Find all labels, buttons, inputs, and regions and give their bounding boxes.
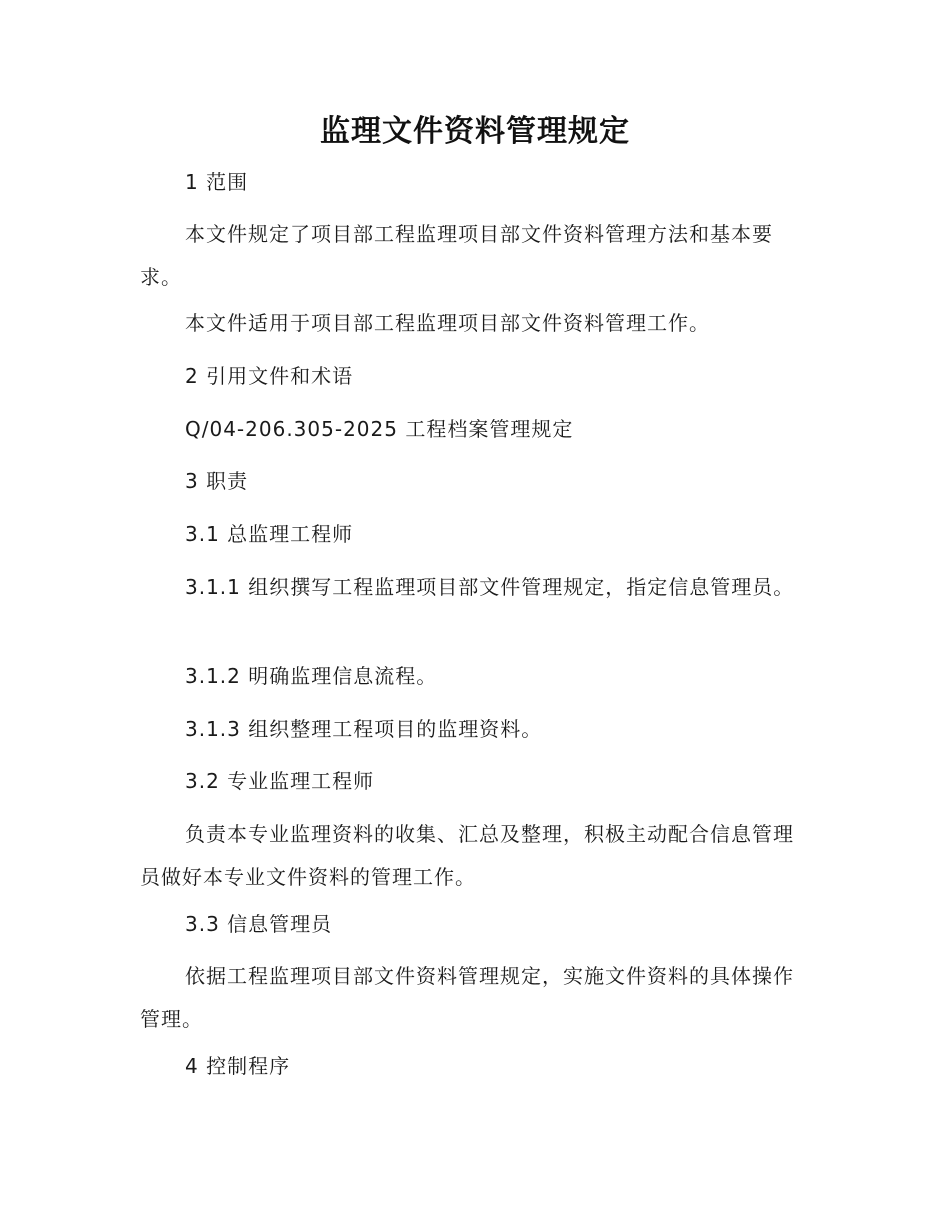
paragraph-clause-3-1-2: 3.1.2 明确监理信息流程。 xyxy=(185,664,438,688)
paragraph-scope-applicability: 本文件适用于项目部工程监理项目部文件资料管理工作。 xyxy=(185,311,710,335)
paragraph-clause-3-1-3: 3.1.3 组织整理工程项目的监理资料。 xyxy=(185,717,543,741)
section-heading-responsibilities: 3 职责 xyxy=(185,469,249,493)
subsection-heading-chief-engineer: 3.1 总监理工程师 xyxy=(185,522,354,546)
paragraph-info-manager-duties: 依据工程监理项目部文件资料管理规定，实施文件资料的具体操作管理。 xyxy=(140,964,794,1031)
document-title: 监理文件资料管理规定 xyxy=(320,114,630,149)
subsection-heading-specialty-engineer: 3.2 专业监理工程师 xyxy=(185,769,375,793)
paragraph-scope-definition: 本文件规定了项目部工程监理项目部文件资料管理方法和基本要求。 xyxy=(140,222,773,289)
section-heading-references: 2 引用文件和术语 xyxy=(185,364,354,388)
paragraph-reference-standard: Q/04-206.305-2025 工程档案管理规定 xyxy=(185,417,574,441)
section-heading-control-procedure: 4 控制程序 xyxy=(185,1054,291,1078)
subsection-heading-info-manager: 3.3 信息管理员 xyxy=(185,912,333,936)
paragraph-specialty-engineer-duties: 负责本专业监理资料的收集、汇总及整理，积极主动配合信息管理员做好本专业文件资料的管理工作。 xyxy=(140,822,794,889)
paragraph-clause-3-1-1: 3.1.1 组织撰写工程监理项目部文件管理规定，指定信息管理员。 xyxy=(185,575,795,599)
section-heading-scope: 1 范围 xyxy=(185,170,249,194)
